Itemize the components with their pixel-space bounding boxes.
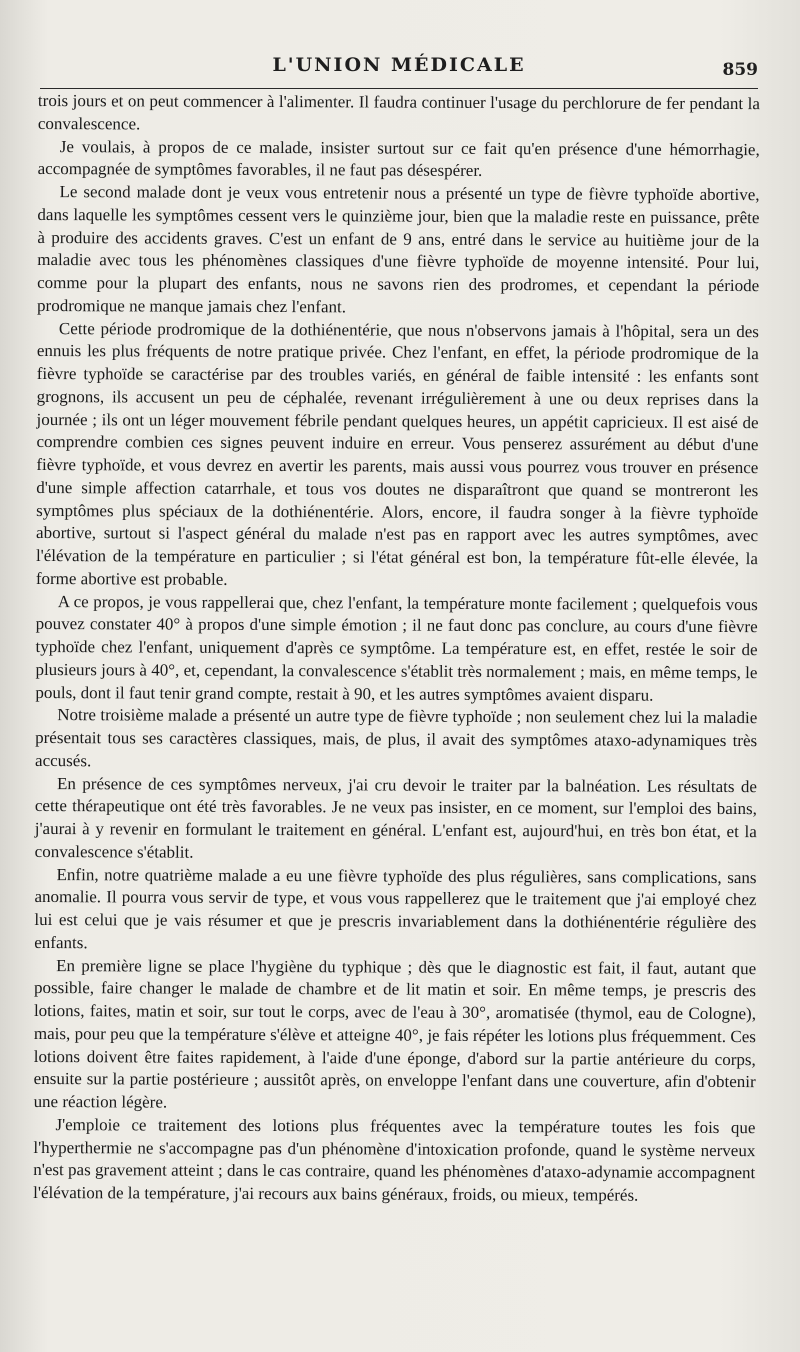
- article-body: [33, 90, 760, 1208]
- page-header: [40, 46, 758, 86]
- paragraph-4: Cette période prodromique de la dothiénentérie, que nous n'observons jamais à l'hôpital, sera un des ennuis les plus fréquents de notre pratique privée. Chez l'enfant, en effet, la période prodromique de la fièvre typhoïde se caractérise par des troubles variés, en général de faible intensité : les enfants sont grognons, ils accusent un peu de céphalée, revenant irrégulièrement à une ou deux reprises dans la journée ; ils ont un léger mouvement fébrile pendant quelques heures, un appétit capricieux. Il est aisé de comprendre combien ces signes peuvent induire en erreur. Vous penserez assurément au début d'une fièvre typhoïde, et vous devrez en avertir les parents, mais aussi vous pourrez vous trouver en présence d'une simple affection catarrhale, et tous vos doutes ne disparaîtront que quand se montreront les symptômes plus spéciaux de la dothiénentérie. Alors, encore, il faudra songer à la fièvre typhoïde abortive, surtout si l'aspect général du malade n'est pas en rapport avec les autres symptômes, avec l'élévation de la température en particulier ; si l'état général est bon, la température fût-elle élevée, la forme abortive est probable.: [35, 318, 759, 589]
- paragraph-8: Enfin, notre quatrième malade a eu une fièvre typhoïde des plus régulières, sans complications, sans anomalie. Il pourra vous servir de type, et vous vous rappellerez que le traitement que j'ai employé chez lui est celui que je vais résumer et que je prescris invariablement dans la dothiénentérie régulière des enfants.: [34, 864, 757, 952]
- paragraph-2: Je voulais, à propos de ce malade, insister surtout sur ce fait qu'en présence d'une hémorrhagie, accompagnée de symptômes favorables, il ne faut pas désespérer.: [37, 136, 760, 181]
- paragraph-3: Le second malade dont je veux vous entretenir nous a présenté un type de fièvre typhoïde abortive, dans laquelle les symptômes cessent vers le quinzième jour, bien que la maladie reste en puissance, prête à produire des accidents graves. C'est un enfant de 9 ans, entré dans le service au huitième jour de la maladie avec tous les phénomènes classiques d'une fièvre typhoïde de moyenne intensité. Pour lui, comme pour la plupart des enfants, nous ne savons rien des prodromes, et cependant la période prodromique ne manque jamais chez l'enfant.: [37, 182, 760, 317]
- paragraph-6: Notre troisième malade a présenté un autre type de fièvre typhoïde ; non seulement chez lui la maladie présentait tous ses caractères classiques, mais, de plus, il avait des symptômes ataxo-adynamiques très accusés.: [35, 705, 758, 770]
- paragraph-9: En première ligne se place l'hygiène du typhique ; dès que le diagnostic est fait, il faut, autant que possible, faire changer le malade de chambre et de lit matin et soir. En même temps, je prescris des lotions, faites, matin et soir, sur tout le corps, avec de l'eau à 30°, aromatisée (thymol, eau de Cologne), mais, pour peu que la température s'élève et atteigne 40°, je fais répéter les lotions plus fréquemment. Ces lotions doivent être faites rapidement, à l'aide d'une éponge, d'abord sur la partie antérieure du corps, ensuite sur la partie postérieure ; aussitôt après, on enveloppe l'enfant dans une couverture, afin d'obtenir une réaction légère.: [33, 955, 757, 1112]
- page-number: 859: [722, 60, 758, 80]
- paragraph-7: En présence de ces symptômes nerveux, j'ai cru devoir le traiter par la balnéation. Les résultats de cette thérapeutique ont été très favorables. Je ne veux pas insister, en ce moment, sur l'emploi des bains, j'aurai à y revenir en formulant le traitement en général. L'enfant est, aujourd'hui, en très bon état, et la convalescence s'établit.: [34, 773, 758, 862]
- paragraph-1: trois jours et on peut commencer à l'alimenter. Il faudra continuer l'usage du perchlorure de fer pendant la convalescence.: [37, 90, 760, 134]
- header-rule: [40, 88, 758, 89]
- paragraph-5: A ce propos, je vous rappellerai que, chez l'enfant, la température monte facilement ; quelquefois vous pouvez constater 40° à propos d'une simple émotion ; il ne faut donc pas conclure, au cours d'une fièvre typhoïde chez l'enfant, uniquement d'après ce symptôme. La température est, en effet, restée le soir de plusieurs jours à 40°, et, cependant, la convalescence s'établit très normalement ; mais, en même temps, le pouls, dont il faut tenir grand compte, restait à 90, et les autres symptômes avaient disparu.: [35, 591, 758, 705]
- running-head: L'UNION MÉDICALE: [272, 54, 526, 76]
- paragraph-10: J'emploie ce traitement des lotions plus fréquentes avec la température toutes les fois que l'hyperthermie ne s'accompagne pas d'un phénomène d'intoxication profonde, quand le système nerveux n'est pas gravement atteint ; dans le cas contraire, quand les phénomènes d'ataxo-adynamie accompagnent l'élévation de la température, j'ai recours aux bains généraux, froids, ou mieux, tempérés.: [33, 1114, 756, 1205]
